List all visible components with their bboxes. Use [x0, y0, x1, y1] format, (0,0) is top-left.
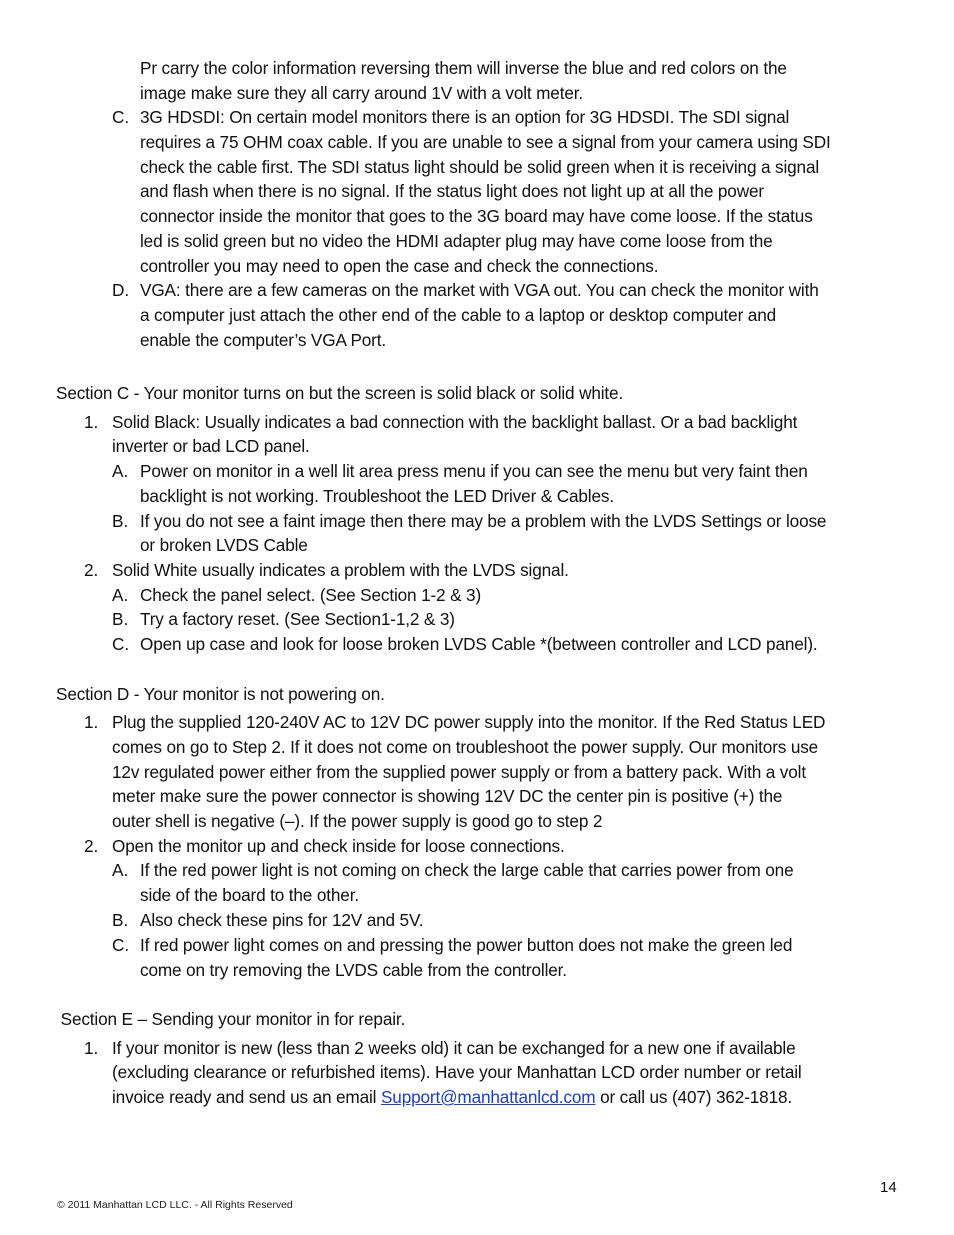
section-c-item-1a-marker: A. [112, 461, 129, 481]
support-email-link[interactable]: Support@manhattanlcd.com [380, 1087, 596, 1107]
item-c-line-7: controller you may need to open the case and check the connections. [140, 256, 659, 276]
section-d-item-2-marker: 2. [84, 836, 99, 856]
section-c-item-1b-marker: B. [112, 511, 129, 531]
section-c-item-2c-line-1: Open up case and look for loose broken LVDS Cable *(between controller and LCD panel). [140, 634, 818, 654]
item-d-line-3: enable the computer’s VGA Port. [140, 330, 386, 350]
section-c-item-1-marker: 1. [84, 412, 99, 432]
section-e-item-1-line-3-prefix: invoice ready and send us an email [112, 1087, 381, 1107]
section-e-item-1-line-3-suffix: or call us (407) 362-1818. [595, 1087, 793, 1107]
section-e-heading: Section E – Sending your monitor in for repair. [56, 1009, 406, 1029]
intro-line-2: image make sure they all carry around 1V with a volt meter. [140, 83, 584, 103]
section-d-item-2-line-1: Open the monitor up and check inside for loose connections. [112, 836, 565, 856]
section-e-item-1-line-3 [112, 1085, 792, 1110]
item-c-line-3: check the cable first. The SDI status light should be solid green when it is receiving a signal [140, 157, 820, 177]
section-c-item-2c-marker: C. [112, 634, 130, 654]
item-d-line-1: VGA: there are a few cameras on the market with VGA out. You can check the monitor with [140, 280, 819, 300]
section-c-item-2b-marker: B. [112, 609, 129, 629]
section-d-item-1-line-1: Plug the supplied 120-240V AC to 12V DC power supply into the monitor. If the Red Status LED [112, 712, 826, 732]
section-d-item-2a-marker: A. [112, 860, 129, 880]
section-d-item-2c-marker: C. [112, 935, 130, 955]
item-d-line-2: a computer just attach the other end of the cable to a laptop or desktop computer and [140, 305, 777, 325]
section-c-item-1-line-1: Solid Black: Usually indicates a bad connection with the backlight ballast. Or a bad backlight [112, 412, 798, 432]
section-d-item-2a-line-2: side of the board to the other. [140, 885, 359, 905]
section-d-item-1-line-4: meter make sure the power connector is showing 12V DC the center pin is positive (+) the [112, 786, 783, 806]
section-d-item-2b-line-1: Also check these pins for 12V and 5V. [140, 910, 424, 930]
section-c-item-2-line-1: Solid White usually indicates a problem with the LVDS signal. [112, 560, 569, 580]
section-c-item-1a-line-1: Power on monitor in a well lit area press menu if you can see the menu but very faint then [140, 461, 808, 481]
section-d-item-1-line-3: 12v regulated power either from the supplied power supply or from a battery pack. With a volt [112, 762, 806, 782]
section-c-item-2-marker: 2. [84, 560, 99, 580]
section-d-item-2c-line-1: If red power light comes on and pressing the power button does not make the green led [140, 935, 793, 955]
section-d-item-1-marker: 1. [84, 712, 99, 732]
section-e-item-1-marker: 1. [84, 1038, 99, 1058]
section-e-item-1-line-2: (excluding clearance or refurbished items). Have your Manhattan LCD order number or retail [112, 1062, 802, 1082]
item-c-line-4: and flash when there is no signal. If the status light does not light up at all the power [140, 181, 764, 201]
item-c-line-5: connector inside the monitor that goes to the 3G board may have come loose. If the status [140, 206, 813, 226]
section-d-item-1-line-2: comes on go to Step 2. If it does not come on troubleshoot the power supply. Our monitors use [112, 737, 819, 757]
section-c-item-2a-line-1: Check the panel select. (See Section 1-2 & 3) [140, 585, 482, 605]
item-c-line-1: 3G HDSDI: On certain model monitors there is an option for 3G HDSDI. The SDI signal [140, 107, 790, 127]
item-c-line-2: requires a 75 OHM coax cable. If you are unable to see a signal from your camera using SDI [140, 132, 831, 152]
section-c-item-1-line-2: inverter or bad LCD panel. [112, 436, 310, 456]
section-d-item-1-line-5: outer shell is negative (–). If the power supply is good go to step 2 [112, 811, 603, 831]
item-d-marker: D. [112, 280, 130, 300]
item-c-marker: C. [112, 107, 130, 127]
page-number: 14 [880, 1179, 897, 1196]
section-e-item-1-line-1: If your monitor is new (less than 2 weeks old) it can be exchanged for a new one if available [112, 1038, 796, 1058]
section-c-item-1a-line-2: backlight is not working. Troubleshoot the LED Driver & Cables. [140, 486, 614, 506]
section-d-item-2b-marker: B. [112, 910, 129, 930]
section-d-item-2a-line-1: If the red power light is not coming on check the large cable that carries power from one [140, 860, 794, 880]
section-c-item-1b-line-1: If you do not see a faint image then there may be a problem with the LVDS Settings or loose [140, 511, 827, 531]
section-c-item-1b-line-2: or broken LVDS Cable [140, 535, 308, 555]
section-c-heading: Section C - Your monitor turns on but the screen is solid black or solid white. [56, 383, 624, 403]
copyright-footer: © 2011 Manhattan LCD LLC. - All Rights Reserved [57, 1199, 293, 1211]
item-c-line-6: led is solid green but no video the HDMI adapter plug may have come loose from the [140, 231, 773, 251]
section-d-heading: Section D - Your monitor is not powering on. [56, 684, 385, 704]
intro-line-1: Pr carry the color information reversing them will inverse the blue and red colors on the [140, 58, 787, 78]
section-d-item-2c-line-2: come on try removing the LVDS cable from the controller. [140, 960, 567, 980]
section-c-item-2b-line-1: Try a factory reset. (See Section1-1,2 & 3) [140, 609, 455, 629]
section-c-item-2a-marker: A. [112, 585, 129, 605]
